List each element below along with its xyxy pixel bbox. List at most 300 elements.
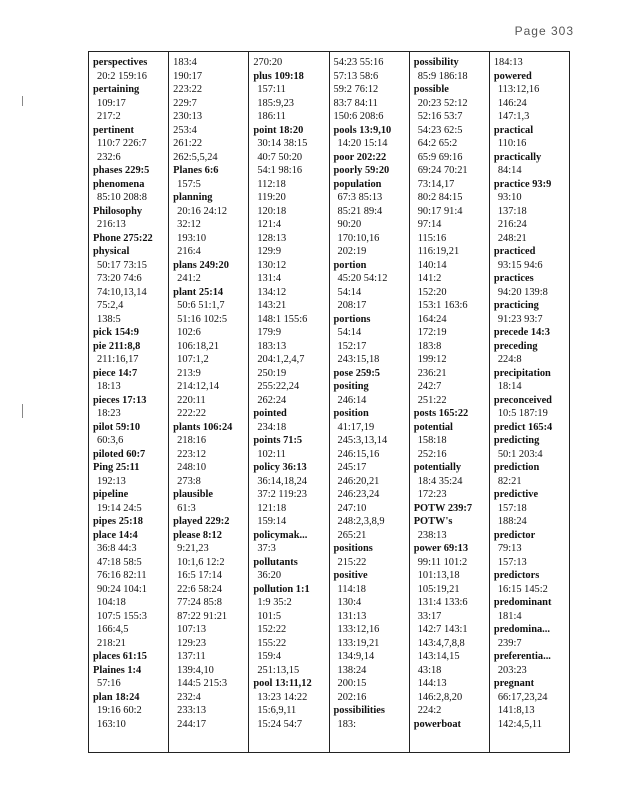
index-reference: 223:22 (173, 84, 203, 95)
index-term: pool 13:11,12 (253, 678, 312, 689)
index-reference: 183:8 (417, 340, 442, 352)
index-term: practical (493, 124, 534, 136)
index-term: power 69:13 (413, 543, 469, 554)
index-reference: 16:15 145:2 (497, 583, 548, 595)
index-reference: 218:21 (97, 637, 126, 649)
index-reference: 216:13 (97, 219, 126, 230)
index-reference: 107:13 (177, 624, 207, 635)
index-reference: 43:18 (417, 664, 442, 676)
index-reference: 152:17 (337, 340, 367, 352)
index-reference: 112:18 (257, 178, 286, 190)
index-column-5 (410, 52, 490, 752)
index-reference: 208:17 (337, 300, 367, 311)
index-term: plant 25:14 (173, 286, 224, 298)
index-reference: 146:24 (497, 97, 527, 109)
index-reference: 246:15,16 (337, 448, 380, 460)
index-reference: 141:8,13 (497, 705, 535, 716)
index-reference: 183:4 (173, 57, 197, 68)
index-reference: 181:4 (497, 610, 522, 622)
index-reference: 193:10 (177, 232, 207, 244)
index-reference: 246:14 (337, 394, 367, 406)
index-reference: 67:3 85:13 (337, 192, 383, 203)
index-term: pregnant (493, 678, 535, 689)
index-reference: 50:17 73:15 (97, 259, 147, 271)
index-reference: 216:24 (497, 219, 527, 230)
index-reference: 19:16 60:2 (97, 705, 142, 716)
index-term: phases 229:5 (93, 165, 150, 176)
index-term: precede 14:3 (493, 327, 550, 338)
index-reference: 19:14 24:5 (97, 502, 142, 514)
index-reference: 232:6 (97, 151, 121, 163)
index-term: predomina... (493, 624, 550, 635)
index-reference: 148:1 155:6 (257, 313, 308, 325)
index-term: portions (333, 313, 371, 325)
index-reference: 93:15 94:6 (497, 259, 543, 271)
index-term: pick 154:9 (93, 327, 139, 338)
index-term: policy 36:13 (253, 462, 307, 473)
index-column-1 (89, 52, 169, 752)
index-term: pipeline (93, 489, 129, 500)
index-reference: 131:4 133:6 (417, 597, 468, 608)
index-reference: 30:14 38:15 (257, 138, 308, 149)
index-reference: 36:20 (257, 570, 282, 581)
index-term: possibility (413, 57, 459, 68)
index-reference: 157:5 (177, 178, 201, 190)
index-reference: 166:4,5 (97, 624, 129, 635)
index-reference: 85:21 89:4 (337, 205, 383, 217)
index-reference: 130:4 (337, 597, 362, 608)
index-reference: 142:7 143:1 (417, 624, 468, 635)
index-reference: 84:14 (497, 165, 522, 176)
index-reference: 234:18 (257, 421, 287, 433)
margin-mark (22, 404, 23, 418)
index-term: point 18:20 (253, 124, 304, 136)
index-term: pertinent (93, 124, 134, 136)
index-reference: 202:19 (337, 246, 367, 257)
index-term: predominant (493, 597, 552, 608)
index-reference: 137:18 (497, 205, 527, 217)
index-reference: 270:20 (253, 57, 283, 68)
index-term: poor 202:22 (333, 151, 387, 163)
index-reference: 90:17 91:4 (417, 205, 463, 217)
index-term: predicting (493, 435, 540, 446)
index-reference: 82:21 (497, 475, 522, 487)
index-reference: 224:8 (497, 354, 522, 365)
index-reference: 192:13 (97, 475, 126, 487)
index-term: practicing (493, 300, 539, 311)
index-term: plan 18:24 (93, 691, 140, 703)
index-term: precipitation (493, 367, 551, 379)
index-reference: 172:19 (417, 327, 447, 338)
index-reference: 236:21 (417, 367, 447, 379)
index-reference: 76:16 82:11 (97, 570, 147, 581)
index-reference: 134:12 (257, 286, 287, 298)
index-reference: 10:1,6 12:2 (177, 556, 225, 568)
index-reference: 52:16 53:7 (417, 111, 463, 122)
index-reference: 54:14 (337, 327, 362, 338)
index-term: powerboat (413, 718, 462, 730)
index-reference: 16:5 17:14 (177, 570, 222, 581)
index-reference: 248:2,3,8,9 (337, 516, 385, 527)
index-reference: 85:10 208:8 (97, 192, 147, 203)
index-reference: 20:23 52:12 (417, 97, 468, 109)
index-reference: 244:17 (177, 718, 207, 730)
index-reference: 130:12 (257, 259, 287, 271)
index-reference: 83:7 84:11 (333, 97, 378, 109)
index-reference: 273:8 (177, 475, 201, 487)
index-reference: 61:3 (177, 502, 196, 514)
index-reference: 36:14,18,24 (257, 475, 307, 487)
index-term: potential (413, 421, 453, 433)
index-term: physical (93, 246, 130, 257)
index-reference: 69:24 70:21 (417, 165, 468, 176)
index-reference: 119:20 (257, 192, 286, 203)
word-index-table (88, 51, 570, 753)
index-reference: 75:2,4 (97, 300, 124, 311)
index-reference: 15:6,9,11 (257, 705, 297, 716)
index-reference: 214:12,14 (177, 381, 220, 392)
index-reference: 106:18,21 (177, 340, 220, 352)
index-reference: 129:23 (177, 637, 207, 649)
index-reference: 1:9 35:2 (257, 597, 292, 608)
index-term: practices (493, 273, 534, 284)
index-reference: 18:23 (97, 408, 121, 419)
index-term: predictors (493, 570, 540, 581)
index-reference: 252:16 (417, 448, 447, 460)
index-reference: 190:17 (173, 70, 203, 82)
index-reference: 183: (337, 718, 356, 730)
index-term: plausible (173, 489, 214, 500)
index-reference: 94:20 139:8 (497, 286, 548, 298)
index-reference: 15:24 54:7 (257, 718, 303, 730)
index-term: practice 93:9 (493, 178, 552, 190)
index-term: pie 211:8,8 (93, 340, 141, 352)
index-reference: 64:2 65:2 (417, 138, 458, 149)
index-term: practiced (493, 246, 536, 257)
index-reference: 158:18 (417, 435, 447, 446)
index-term: positing (333, 381, 369, 392)
index-reference: 184:13 (493, 57, 523, 68)
index-reference: 101:13,18 (417, 570, 460, 581)
index-reference: 91:23 93:7 (497, 313, 543, 325)
index-reference: 50:1 203:4 (497, 448, 543, 460)
index-term: prediction (493, 462, 540, 473)
index-reference: 18:14 (497, 381, 522, 392)
index-term: possibilities (333, 705, 385, 716)
index-reference: 121:4 (257, 219, 282, 230)
index-term: piece 14:7 (93, 367, 138, 379)
index-term: positions (333, 543, 373, 554)
index-reference: 230:13 (173, 111, 203, 122)
index-reference: 77:24 85:8 (177, 597, 222, 608)
index-reference: 232:4 (177, 691, 201, 703)
index-term: pollutants (253, 556, 298, 568)
index-reference: 133:12,16 (337, 624, 380, 635)
index-reference: 218:16 (177, 435, 207, 446)
index-reference: 37:2 119:23 (257, 489, 307, 500)
index-reference: 87:22 91:21 (177, 610, 228, 622)
index-term: plants 106:24 (173, 421, 233, 433)
index-column-6 (490, 52, 569, 752)
index-reference: 73:20 74:6 (97, 273, 142, 284)
index-reference: 90:20 (337, 219, 362, 230)
index-reference: 14:20 15:14 (337, 138, 388, 149)
index-reference: 157:18 (497, 502, 527, 514)
index-term: place 14:4 (93, 529, 138, 541)
index-reference: 131:4 (257, 273, 282, 284)
index-reference: 57:16 (97, 678, 121, 689)
index-reference: 20:16 24:12 (177, 205, 228, 217)
index-reference: 199:12 (417, 354, 447, 365)
index-reference: 248:10 (177, 462, 207, 473)
index-reference: 246:20,21 (337, 475, 380, 487)
index-reference: 183:13 (257, 340, 287, 352)
index-reference: 251:22 (417, 394, 447, 406)
index-term: policymak... (253, 529, 308, 541)
index-reference: 109:17 (97, 97, 126, 109)
index-reference: 140:14 (417, 259, 447, 271)
index-reference: 54:23 62:5 (417, 124, 463, 136)
index-reference: 54:23 55:16 (333, 57, 384, 68)
index-term: positive (333, 570, 368, 581)
index-reference: 90:24 104:1 (97, 583, 147, 595)
index-term: predictor (493, 529, 536, 541)
index-reference: 50:6 51:1,7 (177, 300, 225, 311)
index-reference: 170:10,16 (337, 232, 380, 244)
index-term: Phone 275:22 (93, 232, 153, 244)
index-term: pose 259:5 (333, 367, 380, 379)
index-reference: 65:9 69:16 (417, 151, 463, 163)
index-term: poorly 59:20 (333, 165, 390, 176)
index-reference: 241:2 (177, 273, 201, 284)
index-reference: 213:9 (177, 367, 201, 379)
index-reference: 217:2 (97, 111, 121, 122)
index-reference: 250:19 (257, 367, 287, 379)
index-term: practically (493, 151, 542, 163)
index-reference: 216:4 (177, 246, 201, 257)
index-reference: 102:11 (257, 448, 286, 460)
index-term: planning (173, 192, 213, 203)
index-term: plus 109:18 (253, 70, 304, 82)
index-reference: 54:14 (337, 286, 362, 298)
index-reference: 238:13 (417, 529, 447, 541)
index-reference: 41:17,19 (337, 421, 375, 433)
index-reference: 153:1 163:6 (417, 300, 468, 311)
index-reference: 105:19,21 (417, 583, 460, 595)
index-reference: 138:5 (97, 313, 121, 325)
index-reference: 253:4 (173, 124, 197, 136)
index-reference: 248:21 (497, 232, 527, 244)
index-reference: 51:16 102:5 (177, 313, 228, 325)
index-term: pipes 25:18 (93, 516, 143, 527)
index-reference: 138:24 (337, 664, 367, 676)
index-reference: 224:2 (417, 705, 442, 716)
index-reference: 9:21,23 (177, 543, 209, 554)
index-term: powered (493, 70, 532, 82)
index-reference: 245:3,13,14 (337, 435, 388, 446)
index-reference: 121:18 (257, 502, 287, 514)
index-term: pieces 17:13 (93, 394, 147, 406)
index-reference: 47:18 58:5 (97, 556, 142, 568)
index-reference: 110:7 226:7 (97, 138, 147, 149)
index-term: pollution 1:1 (253, 583, 310, 595)
index-reference: 97:14 (417, 219, 442, 230)
index-reference: 200:15 (337, 678, 367, 689)
index-reference: 152:22 (257, 624, 287, 635)
index-reference: 157:13 (497, 556, 527, 568)
index-reference: 57:13 58:6 (333, 70, 379, 82)
index-reference: 179:9 (257, 327, 282, 338)
page-number: Page 303 (514, 24, 574, 38)
index-reference: 116:19,21 (417, 246, 460, 257)
index-term: POTW 239:7 (413, 502, 473, 514)
index-reference: 102:6 (177, 327, 201, 338)
index-reference: 242:7 (417, 381, 442, 392)
index-term: perspectives (93, 57, 148, 68)
index-reference: 245:17 (337, 462, 367, 473)
index-reference: 223:12 (177, 448, 207, 460)
index-reference: 93:10 (497, 192, 522, 203)
index-reference: 40:7 50:20 (257, 151, 303, 163)
index-term: possible (413, 84, 449, 95)
index-reference: 152:20 (417, 286, 447, 298)
index-reference: 215:22 (337, 556, 367, 568)
index-reference: 202:16 (337, 691, 367, 703)
index-reference: 141:2 (417, 273, 442, 284)
index-reference: 144:5 215:3 (177, 678, 228, 689)
index-reference: 222:22 (177, 408, 207, 419)
index-term: played 229:2 (173, 516, 230, 527)
index-reference: 243:15,18 (337, 354, 380, 365)
index-reference: 73:14,17 (417, 178, 455, 190)
index-reference: 220:11 (177, 394, 206, 406)
index-term: pilot 59:10 (93, 421, 141, 433)
index-term: Plaines 1:4 (93, 664, 142, 676)
index-reference: 204:1,2,4,7 (257, 354, 305, 365)
index-term: Planes 6:6 (173, 165, 219, 176)
index-reference: 239:7 (497, 637, 522, 649)
index-reference: 32:12 (177, 219, 201, 230)
index-reference: 246:23,24 (337, 489, 380, 500)
index-reference: 172:23 (417, 489, 447, 500)
index-reference: 265:21 (337, 529, 367, 541)
index-reference: 33:17 (417, 610, 442, 622)
index-reference: 229:7 (173, 97, 197, 109)
index-reference: 85:9 186:18 (417, 70, 468, 82)
index-reference: 18:4 35:24 (417, 475, 463, 487)
index-reference: 203:23 (497, 664, 527, 676)
index-reference: 101:5 (257, 610, 282, 622)
index-reference: 74:10,13,14 (97, 286, 147, 298)
index-term: pointed (253, 408, 287, 419)
index-reference: 45:20 54:12 (337, 273, 388, 284)
index-reference: 139:4,10 (177, 664, 214, 676)
index-reference: 262:24 (257, 394, 287, 406)
index-reference: 211:16,17 (97, 354, 139, 365)
index-column-3 (249, 52, 329, 752)
margin-mark (22, 96, 23, 106)
index-reference: 107:1,2 (177, 354, 209, 365)
index-reference: 262:5,5,24 (173, 151, 218, 163)
index-reference: 157:11 (257, 84, 286, 95)
index-term: pertaining (93, 84, 140, 95)
index-reference: 18:13 (97, 381, 121, 392)
index-reference: 143:21 (257, 300, 287, 311)
index-reference: 137:11 (177, 651, 206, 662)
index-reference: 22:6 58:24 (177, 583, 222, 595)
index-reference: 147:1,3 (497, 111, 530, 122)
index-reference: 233:13 (177, 705, 207, 716)
index-term: POTW's (413, 516, 453, 527)
index-reference: 255:22,24 (257, 381, 300, 392)
index-term: please 8:12 (173, 529, 222, 541)
index-reference: 146:2,8,20 (417, 691, 463, 703)
index-column-4 (330, 52, 410, 752)
index-term: places 61:15 (93, 651, 147, 662)
index-reference: 59:2 76:12 (333, 84, 379, 95)
index-reference: 251:13,15 (257, 664, 300, 676)
index-reference: 128:13 (257, 232, 287, 244)
index-reference: 143:4,7,8,8 (417, 637, 465, 649)
index-term: portion (333, 259, 367, 271)
index-reference: 143:14,15 (417, 651, 460, 662)
index-reference: 37:3 (257, 543, 276, 554)
index-term: points 71:5 (253, 435, 303, 446)
index-reference: 185:9,23 (257, 97, 295, 109)
index-reference: 247:10 (337, 502, 367, 514)
index-term: Ping 25:11 (93, 462, 140, 473)
index-reference: 144:13 (417, 678, 447, 689)
index-reference: 133:19,21 (337, 637, 380, 649)
index-reference: 79:13 (497, 543, 522, 554)
index-reference: 134:9,14 (337, 651, 375, 662)
index-reference: 66:17,23,24 (497, 691, 548, 703)
index-term: population (333, 178, 382, 190)
index-reference: 129:9 (257, 246, 282, 257)
index-reference: 261:22 (173, 138, 203, 149)
index-reference: 60:3,6 (97, 435, 124, 446)
index-term: preferentia... (493, 651, 551, 662)
index-reference: 186:11 (257, 111, 286, 122)
index-term: piloted 60:7 (93, 448, 146, 460)
index-reference: 54:1 98:16 (257, 165, 303, 176)
index-term: potentially (413, 462, 462, 473)
index-reference: 142:4,5,11 (497, 718, 542, 730)
index-term: predict 165:4 (493, 421, 553, 433)
index-reference: 163:10 (97, 718, 126, 730)
index-reference: 150:6 208:6 (333, 111, 384, 122)
index-reference: 107:5 155:3 (97, 610, 147, 622)
index-term: posts 165:22 (413, 408, 469, 419)
index-reference: 155:22 (257, 637, 287, 649)
index-term: phenomena (93, 178, 145, 190)
index-reference: 80:2 84:15 (417, 192, 463, 203)
index-term: preceding (493, 340, 538, 352)
index-reference: 159:14 (257, 516, 287, 527)
index-reference: 188:24 (497, 516, 527, 527)
index-reference: 113:12,16 (497, 84, 540, 95)
index-term: predictive (493, 489, 539, 500)
index-term: preconceived (493, 394, 552, 406)
index-reference: 114:18 (337, 583, 366, 595)
index-reference: 120:18 (257, 205, 287, 217)
index-reference: 10:5 187:19 (497, 408, 548, 419)
index-reference: 110:16 (497, 138, 527, 149)
index-reference: 13:23 14:22 (257, 691, 308, 703)
index-reference: 159:4 (257, 651, 282, 662)
index-column-2 (169, 52, 249, 752)
index-term: position (333, 408, 369, 419)
